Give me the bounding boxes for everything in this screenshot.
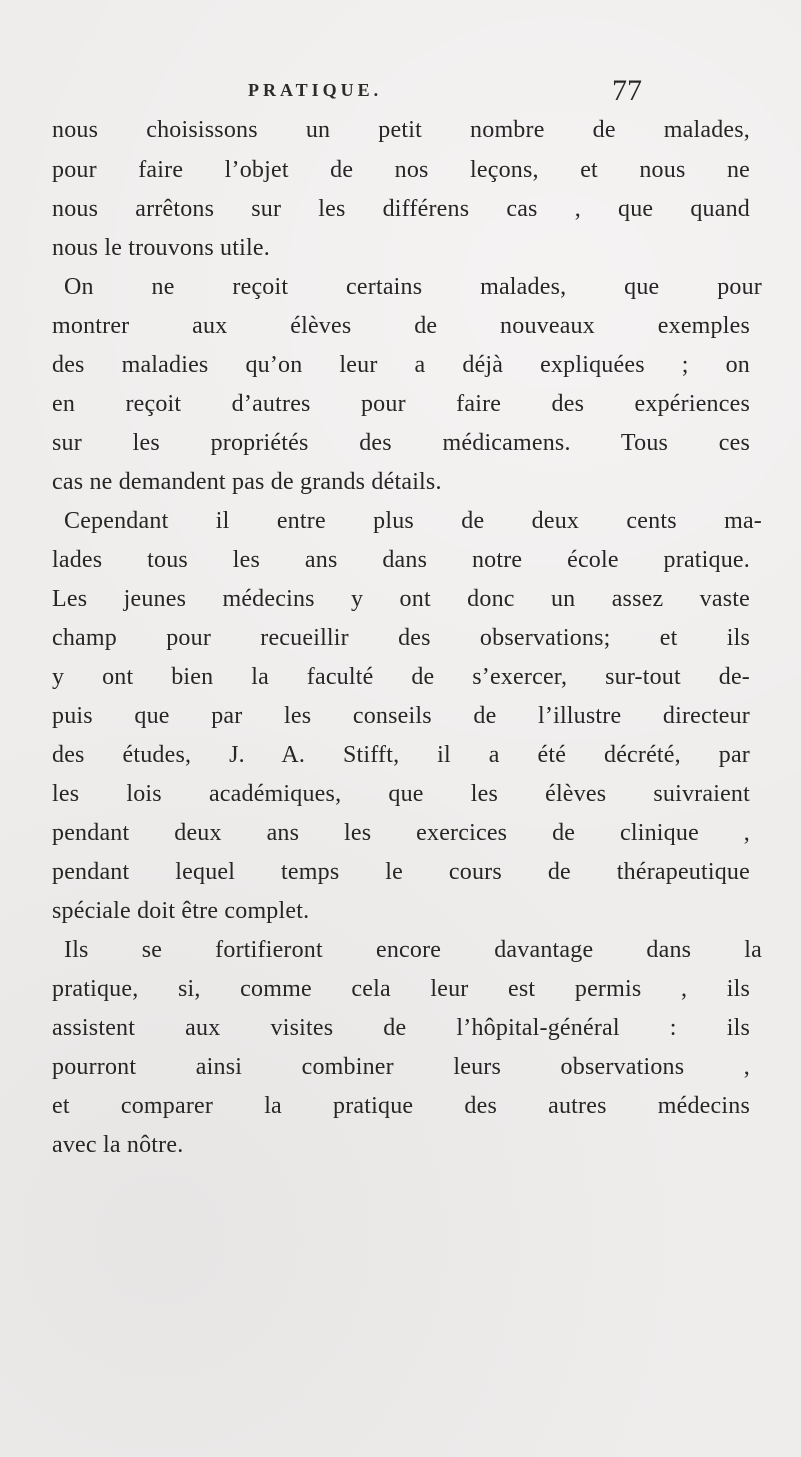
text-line: puis que par les conseils de l’illustre directeur	[52, 703, 750, 729]
page-header	[0, 70, 801, 110]
text-line: spéciale doit être complet.	[52, 898, 310, 924]
text-line: pratique, si, comme cela leur est permis , ils	[52, 976, 750, 1002]
text-line: Cependant il entre plus de deux cents ma-	[64, 508, 762, 534]
text-line: et comparer la pratique des autres médecins	[52, 1093, 750, 1119]
text-line: avec la nôtre.	[52, 1132, 184, 1158]
text-line: On ne reçoit certains malades, que pour	[64, 274, 762, 300]
text-line: y ont bien la faculté de s’exercer, sur-tout de-	[52, 664, 750, 690]
page-number: 77	[612, 74, 642, 107]
text-line: nous arrêtons sur les différens cas , que quand	[52, 196, 750, 222]
text-line: sur les propriétés des médicamens. Tous ces	[52, 430, 750, 456]
text-line: pour faire l’objet de nos leçons, et nous ne	[52, 157, 750, 183]
text-line: nous le trouvons utile.	[52, 235, 270, 261]
text-line: les lois académiques, que les élèves suivraient	[52, 781, 750, 807]
text-line: nous choisissons un petit nombre de malades,	[52, 117, 750, 143]
text-line: des études, J. A. Stifft, il a été décrété, par	[52, 742, 750, 768]
text-line: en reçoit d’autres pour faire des expériences	[52, 391, 750, 417]
text-line: lades tous les ans dans notre école pratique.	[52, 547, 750, 573]
text-line: cas ne demandent pas de grands détails.	[52, 469, 442, 495]
text-line: Les jeunes médecins y ont donc un assez vaste	[52, 586, 750, 612]
text-line: des maladies qu’on leur a déjà expliquées ; on	[52, 352, 750, 378]
text-line: pendant lequel temps le cours de thérapeutique	[52, 859, 750, 885]
text-line: pourront ainsi combiner leurs observations ,	[52, 1054, 750, 1080]
text-line: montrer aux élèves de nouveaux exemples	[52, 313, 750, 339]
body-text	[52, 111, 762, 1165]
text-line: Ils se fortifieront encore davantage dans la	[64, 937, 762, 963]
running-title: PRATIQUE.	[248, 80, 383, 100]
text-line: pendant deux ans les exercices de clinique ,	[52, 820, 750, 846]
text-line: champ pour recueillir des observations; et ils	[52, 625, 750, 651]
text-line: assistent aux visites de l’hôpital-général : ils	[52, 1015, 750, 1041]
